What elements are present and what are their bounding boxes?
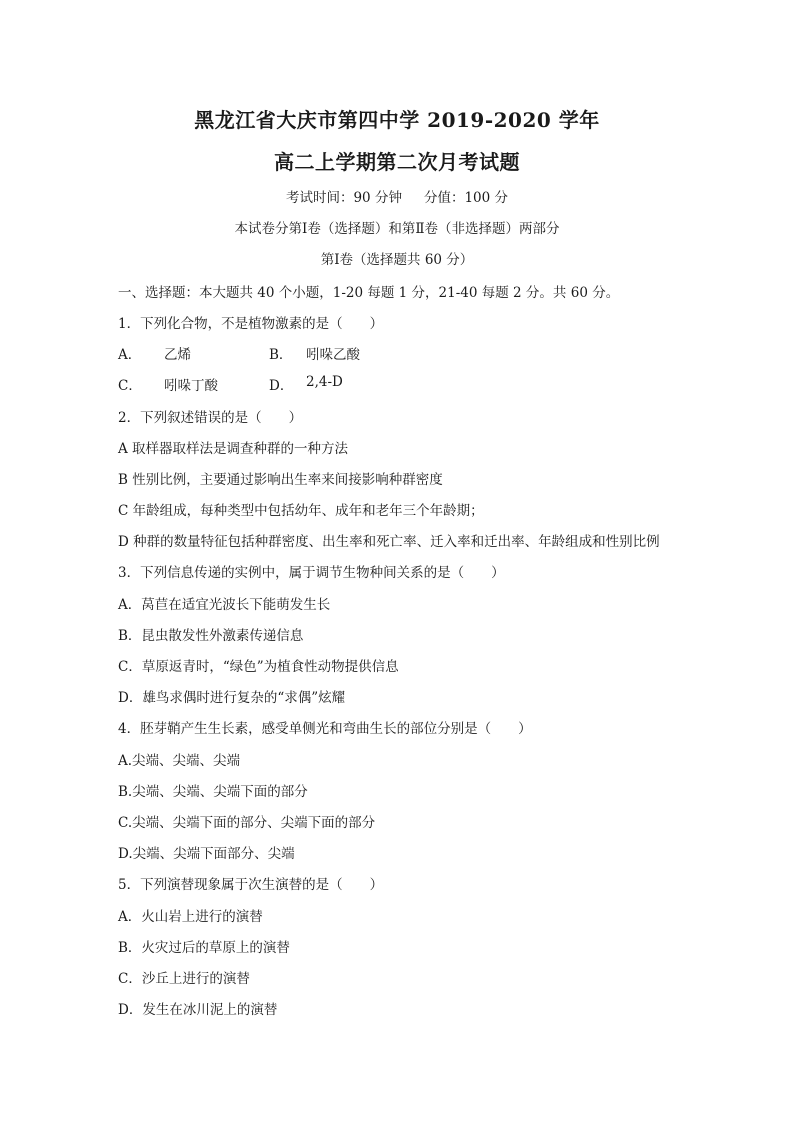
option-text: 吲哚丁酸 [164,378,218,394]
option-line: D．雄鸟求偶时进行复杂的“求偶”炫耀 [118,690,346,706]
option-line: C.尖端、尖端下面的部分、尖端下面的部分 [118,815,376,831]
option-line: B.尖端、尖端、尖端下面的部分 [118,784,308,800]
option-text: 乙烯 [164,347,191,363]
option-text: 吲哚乙酸 [306,347,360,363]
option-line: C 年龄组成，每种类型中包括幼年、成年和老年三个年龄期； [118,503,484,519]
question-stem: 4．胚芽鞘产生生长素，感受单侧光和弯曲生长的部位分别是（ ） [118,721,532,737]
part1-title: 第Ⅰ卷（选择题共 60 分） [320,252,474,268]
option-line: A．莴苣在适宜光波长下能萌发生长 [118,597,331,613]
option-line: B 性别比例，主要通过影响出生率来间接影响种群密度 [118,472,443,488]
option-letter: B． [269,347,293,363]
option-text: 2,4-D [306,374,343,390]
exam-score: 分值：100 分 [423,190,509,206]
exam-time: 考试时间：90 分钟 [285,190,402,206]
option-line: D.尖端、尖端下面部分、尖端 [118,846,295,862]
exam-meta [0,186,794,206]
option-line: C．草原返青时，“绿色”为植食性动物提供信息 [118,659,399,675]
option-line: A．火山岩上进行的演替 [118,909,263,925]
option-line: A 取样器取样法是调查种群的一种方法 [118,441,349,457]
option-line: D 种群的数量特征包括种群密度、出生率和死亡率、迁入率和迁出率、年龄组成和性别比例 [118,534,660,550]
section-instructions: 一、选择题：本大题共 40 个小题，1-20 每题 1 分，21-40 每题 2 分。共 60 分。 [118,285,620,301]
option-letter: D． [269,378,294,394]
exam-title-line1: 黑龙江省大庆市第四中学 2019-2020 学年 [194,108,600,132]
option-letter: C． [118,378,142,394]
question-stem: 5．下列演替现象属于次生演替的是（ ） [118,877,384,893]
exam-composition: 本试卷分第Ⅰ卷（选择题）和第Ⅱ卷（非选择题）两部分 [234,221,560,237]
question-stem: 2．下列叙述错误的是（ ） [118,410,303,426]
question-stem: 3．下列信息传递的实例中，属于调节生物种间关系的是（ ） [118,565,505,581]
question-stem: 1．下列化合物，不是植物激素的是（ ） [118,316,384,332]
option-letter: A． [118,347,142,363]
option-line: A.尖端、尖端、尖端 [118,753,241,769]
option-line: B．火灾过后的草原上的演替 [118,940,290,956]
option-line: D．发生在冰川泥上的演替 [118,1002,278,1018]
exam-title-line2: 高二上学期第二次月考试题 [274,150,520,174]
option-line: B．昆虫散发性外激素传递信息 [118,628,304,644]
option-line: C．沙丘上进行的演替 [118,971,250,987]
